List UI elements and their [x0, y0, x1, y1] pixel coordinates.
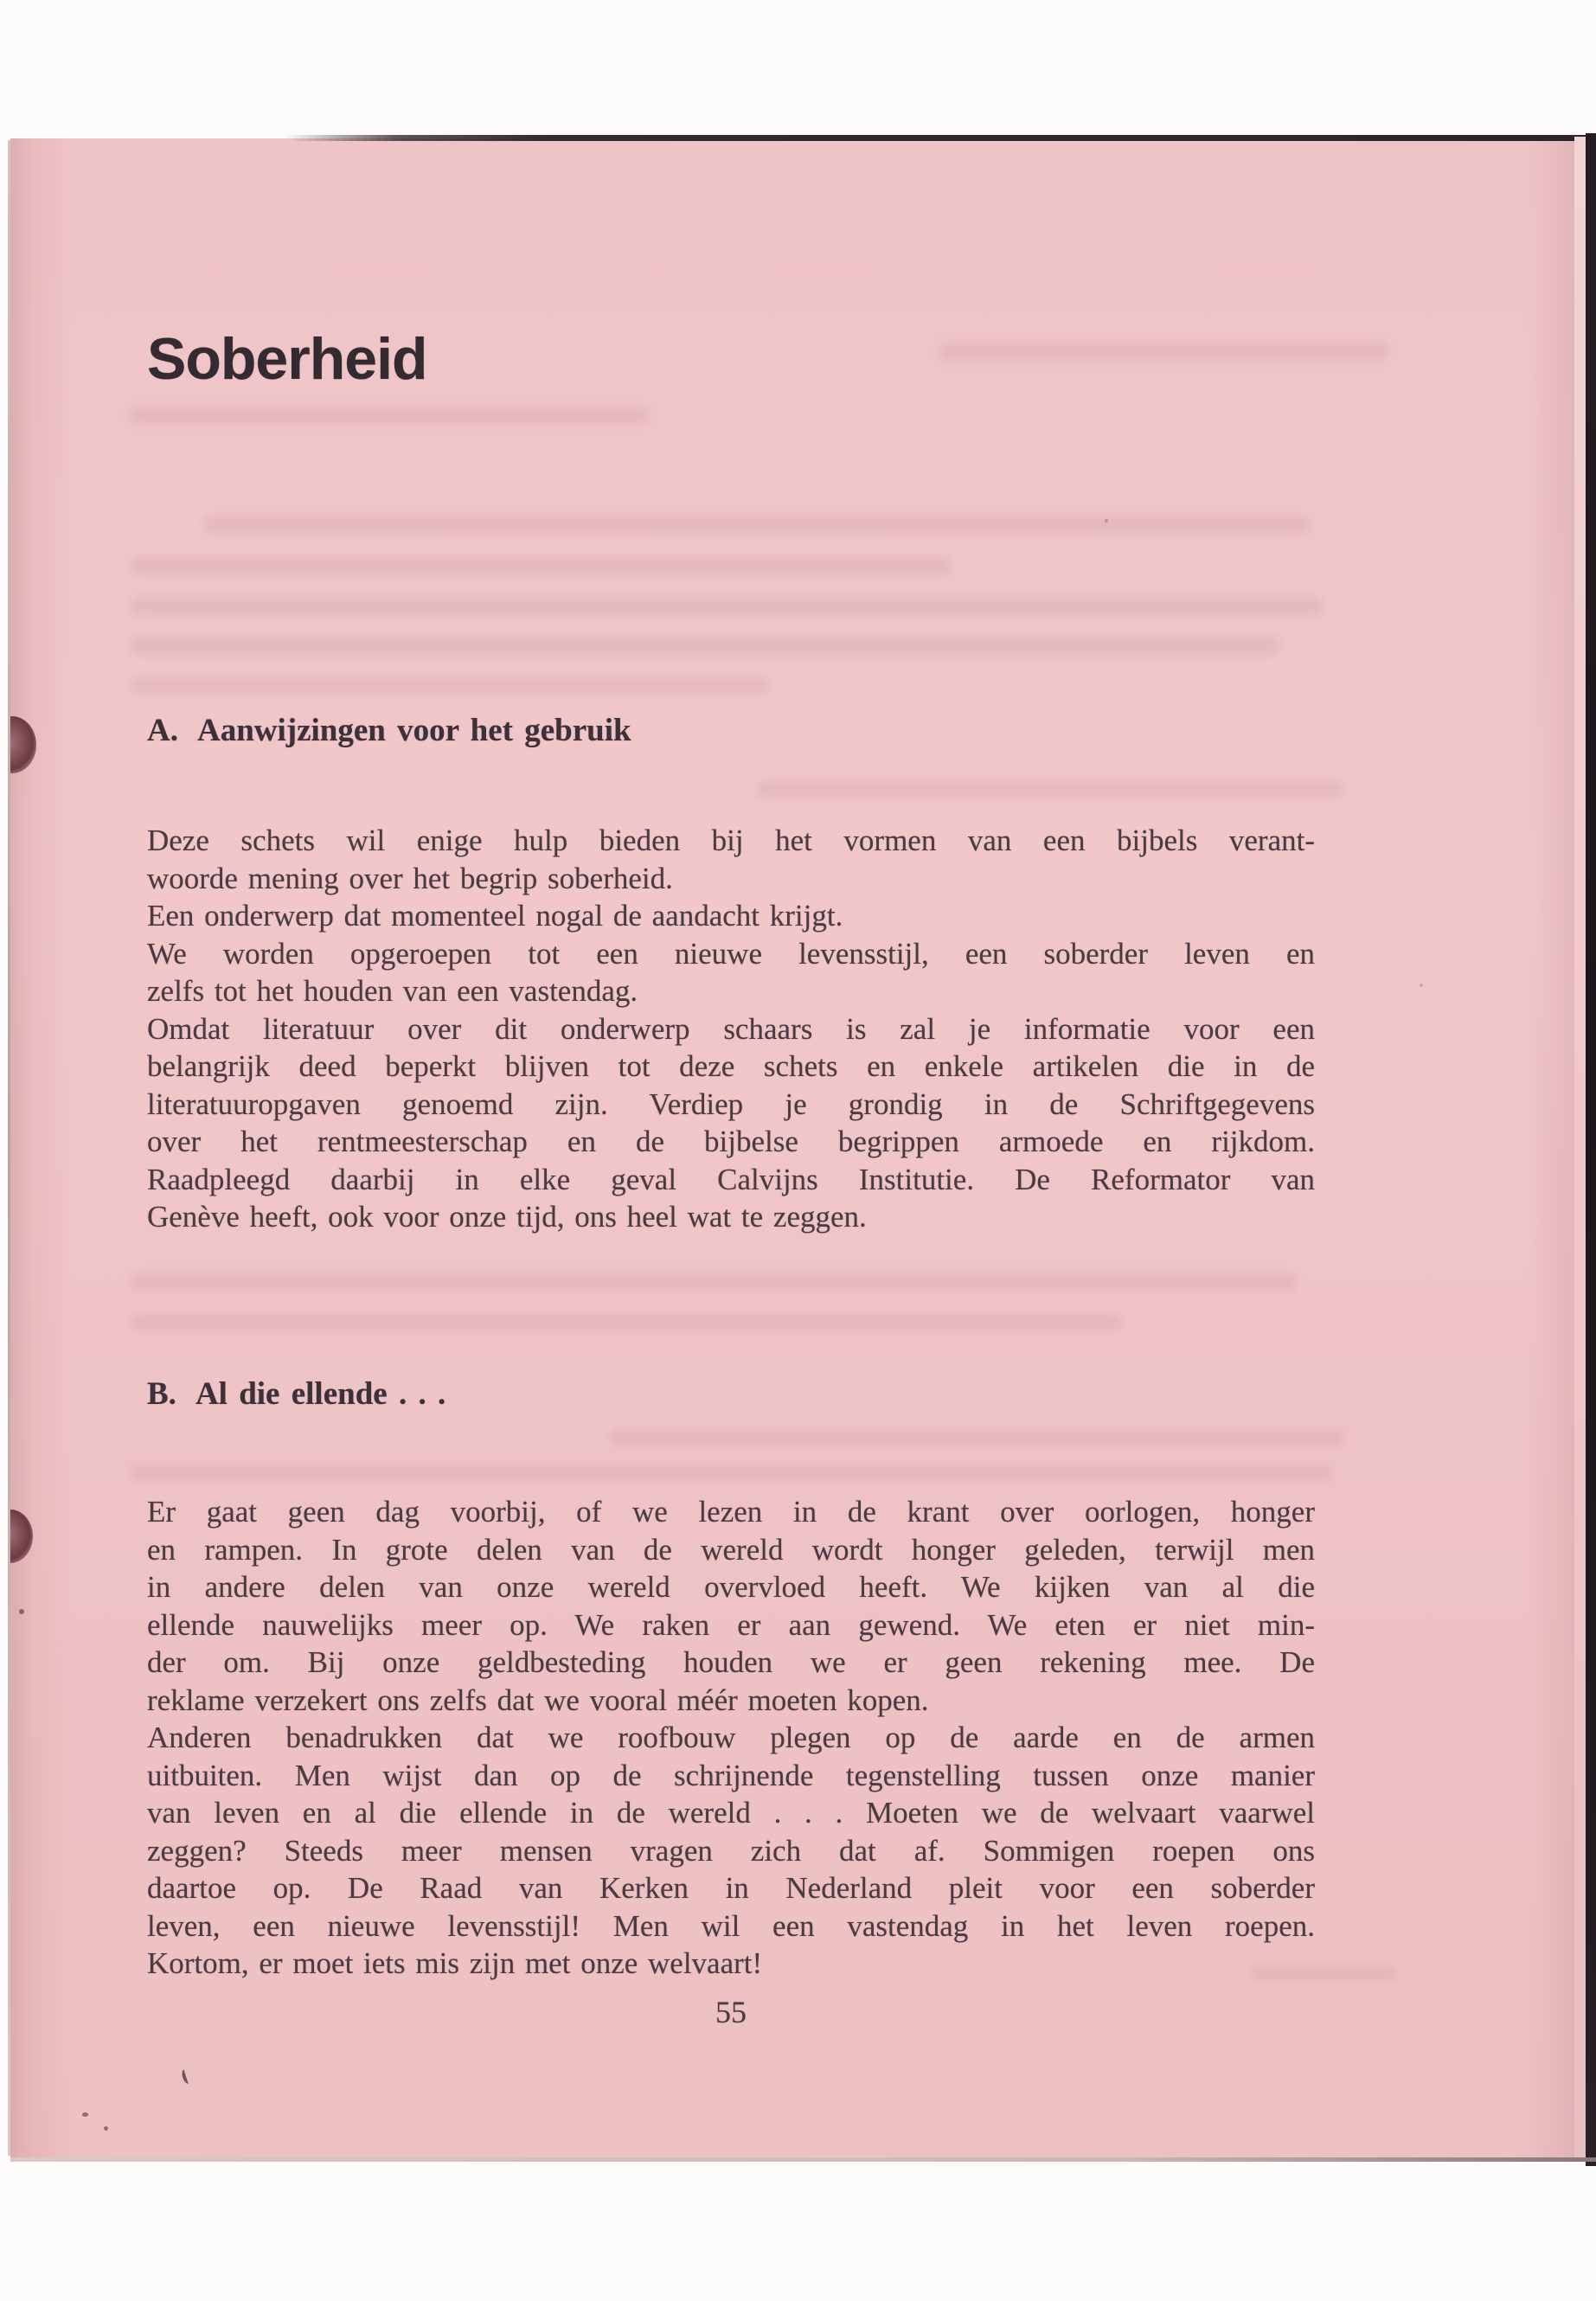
text-line: Genève heeft, ook voor onze tijd, ons heel wat te zeggen.: [147, 1200, 867, 1234]
page-title: Soberheid: [147, 326, 427, 392]
ghost-text-bleedthrough: [130, 637, 1280, 655]
text-line: daartoe op. De Raad van Kerken in Nederland pleit voor een soberder: [147, 1871, 1315, 1905]
text-line: en rampen. In grote delen van de wereld wordt honger geleden, terwijl men: [147, 1532, 1315, 1567]
ghost-text-bleedthrough: [130, 557, 952, 575]
text-line: ellende nauwelijks meer op. We raken er aan gewend. We eten er niet min-: [147, 1607, 1315, 1642]
ghost-text-bleedthrough: [130, 1464, 1332, 1482]
section-a-paragraph: [147, 822, 1315, 1236]
text-line: woorde mening over het begrip soberheid.: [147, 861, 673, 895]
text-line: Omdat literatuur over dit onderwerp schaars is zal je informatie voor een: [147, 1011, 1315, 1046]
text-line: van leven en al die ellende in de wereld . . . Moeten we de welvaart vaarwel: [147, 1796, 1315, 1830]
ghost-text-bleedthrough: [130, 597, 1324, 615]
dust-speck: [1420, 984, 1423, 987]
text-line: We worden opgeroepen tot een nieuwe levensstijl, een soberder leven en: [147, 936, 1315, 971]
page-right-edge-highlight: [1574, 137, 1586, 2161]
text-line: in andere delen van onze wereld overvloed heeft. We kijken van al die: [147, 1570, 1315, 1604]
dust-speck: [1105, 519, 1108, 522]
dust-speck: [19, 1609, 24, 1614]
dust-speck: [82, 2112, 88, 2117]
book-fore-edge-shadow: [1586, 133, 1596, 2166]
ghost-text-bleedthrough: [130, 676, 770, 695]
binding-notch: [10, 1509, 33, 1563]
page-top-edge-shadow: [285, 135, 1596, 141]
section-b-label: B.: [147, 1376, 176, 1412]
ghost-text-bleedthrough: [130, 1313, 1125, 1331]
text-line: Kortom, er moet iets mis zijn met onze welvaart!: [147, 1946, 763, 1980]
dust-speck: [104, 2126, 108, 2131]
ghost-text-bleedthrough: [130, 407, 649, 425]
text-line: zeggen? Steeds meer mensen vragen zich dat af. Sommigen roepen ons: [147, 1833, 1315, 1868]
page-left-edge-line: [8, 140, 10, 2156]
binding-notch: [10, 716, 36, 773]
ghost-text-bleedthrough: [130, 1273, 1298, 1292]
ghost-text-bleedthrough: [203, 516, 1311, 534]
text-line: leven, een nieuwe levensstijl! Men wil een vastendag in het leven roepen.: [147, 1908, 1315, 1943]
text-line: belangrijk deed beperkt blijven tot deze schets en enkele artikelen die in de: [147, 1049, 1315, 1083]
section-b-paragraph: [147, 1493, 1315, 1983]
text-line: Deze schets wil enige hulp bieden bij het vormen van een bijbels verant-: [147, 824, 1315, 857]
section-a-label: A.: [147, 713, 178, 748]
text-line: Een onderwerp dat momenteel nogal de aandacht krijgt.: [147, 899, 843, 933]
page-number: 55: [715, 1995, 747, 2029]
text-line: Er gaat geen dag voorbij, of we lezen in de krant over oorlogen, honger: [147, 1495, 1315, 1529]
text-line: Raadpleegd daarbij in elke geval Calvijns Institutie. De Reformator van: [147, 1162, 1315, 1196]
stray-ink-mark: [181, 2068, 193, 2085]
text-line: over het rentmeesterschap en de bijbelse begrippen armoede en rijkdom.: [147, 1125, 1315, 1158]
section-a-heading: [147, 714, 631, 749]
text-line: uitbuiten. Men wijst dan op de schrijnende tegenstelling tussen onze manier: [147, 1758, 1315, 1792]
text-line: zelfs tot het houden van een vastendag.: [147, 974, 638, 1008]
section-b-heading-text: Al die ellende . . .: [195, 1376, 446, 1412]
section-a-heading-text: Aanwijzingen voor het gebruik: [196, 713, 631, 748]
ghost-text-bleedthrough: [757, 780, 1345, 798]
section-b-heading: [147, 1377, 445, 1413]
page-bottom-edge-shadow: [10, 2157, 1596, 2162]
text-line: literatuuropgaven genoemd zijn. Verdiep je grondig in de Schriftgegevens: [147, 1086, 1315, 1121]
ghost-text-bleedthrough: [939, 343, 1388, 361]
text-line: reklame verzekert ons zelfs dat we vooral méér moeten kopen.: [147, 1682, 929, 1717]
text-line: der om. Bij onze geldbesteding houden we er geen rekening mee. De: [147, 1645, 1315, 1679]
book-page: [10, 138, 1574, 2157]
text-line: Anderen benadrukken dat we roofbouw plegen op de aarde en de armen: [147, 1721, 1315, 1754]
ghost-text-bleedthrough: [610, 1429, 1345, 1447]
